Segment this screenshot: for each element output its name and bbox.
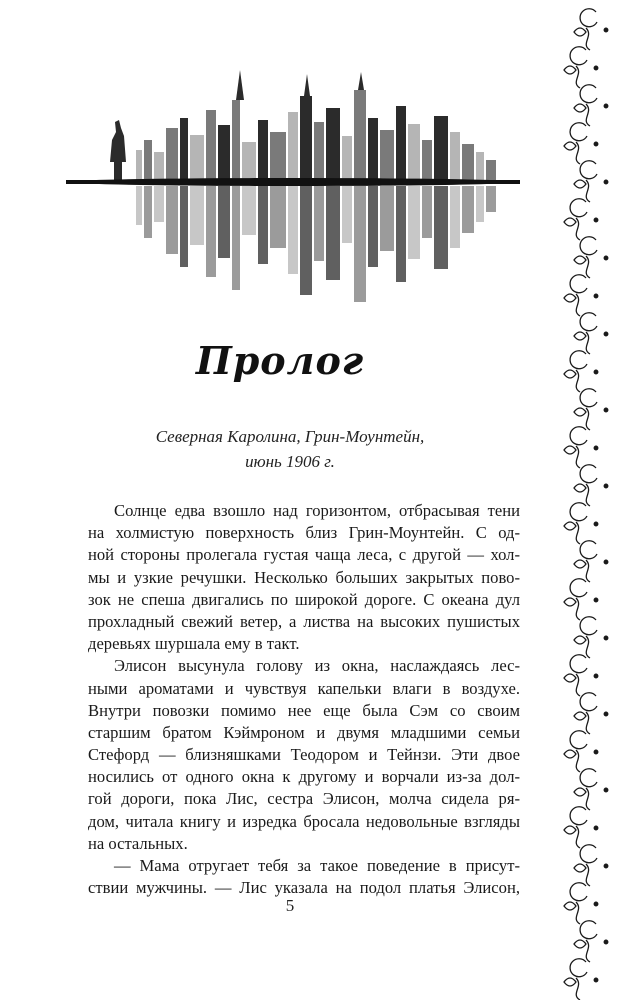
text-line: старшим братом Кэймроном и двумя младшими семьи	[88, 722, 520, 742]
ornament-stem	[576, 522, 580, 544]
ornament-swirl	[580, 617, 597, 635]
skyline-building	[136, 150, 142, 180]
skyline-building	[288, 112, 298, 180]
text-line: прохладный свежий ветер, а листва на высоких пушистых	[88, 611, 520, 631]
skyline-building	[300, 186, 312, 295]
ornament-dot	[604, 636, 608, 640]
ornamental-border	[548, 0, 619, 1000]
ornament-swirl	[580, 313, 597, 331]
ornament-leaf	[574, 788, 586, 796]
ornament-stem	[586, 712, 590, 734]
skyline-building	[232, 186, 240, 290]
statue-silhouette	[110, 120, 126, 180]
ornament-dot	[604, 560, 608, 564]
ornament-leaf	[564, 446, 576, 454]
ornament-swirl	[570, 199, 587, 217]
ornament-stem	[576, 142, 580, 164]
ornament-swirl	[570, 427, 587, 445]
text-line: на остальных.	[88, 833, 188, 853]
ornament-swirl	[570, 731, 587, 749]
ornament-stem	[586, 560, 590, 582]
ornament-swirl	[580, 9, 597, 27]
ornament-stem	[586, 180, 590, 202]
text-line: Элисон высунула голову из окна, наслаждаясь лес-	[114, 656, 520, 676]
text-line: Солнце едва взошло над горизонтом, отбрасывая тени	[114, 501, 520, 520]
text-line: ствии мужчины. — Лис указала на подол платья Элисон,	[88, 878, 520, 898]
skyline-building	[136, 186, 142, 225]
ornament-swirl	[570, 275, 587, 293]
ornament-dot	[604, 28, 608, 32]
ornament-leaf	[574, 104, 586, 112]
skyline-building	[166, 128, 178, 180]
skyline-building	[242, 142, 256, 180]
ornament-stem	[586, 864, 590, 886]
ornament-stem	[586, 408, 590, 430]
ornament-dot	[604, 712, 608, 716]
skyline-building	[434, 186, 448, 269]
ornament-swirl	[580, 541, 597, 559]
text-line: носились от одного окна к другому и ворчали из-за дол-	[88, 767, 520, 787]
ornament-leaf	[574, 256, 586, 264]
ornament-leaf	[574, 28, 586, 36]
ornament-leaf	[574, 712, 586, 720]
skyline-horizon-line	[66, 180, 520, 184]
ornament-stem	[576, 750, 580, 772]
ornament-leaf	[564, 294, 576, 302]
text-line: мы и узкие речушки. Несколько больших закрытых пово-	[88, 567, 520, 587]
skyline-building	[206, 110, 216, 180]
skyline-building	[154, 186, 164, 222]
text-line: гой дороги, пока Лис, сестра Элисон, молча сидела ря-	[88, 789, 520, 809]
skyline-building	[242, 186, 256, 235]
skyline-building	[368, 186, 378, 267]
ornament-dot	[594, 598, 598, 602]
skyline-building	[368, 118, 378, 180]
skyline-building	[486, 160, 496, 180]
ornament-stem	[586, 484, 590, 506]
ornament-dot	[604, 104, 608, 108]
skyline-building	[380, 130, 394, 180]
ornament-swirl	[570, 503, 587, 521]
skyline-building	[314, 122, 324, 180]
text-line: ной стороны пролегала густая чаща леса, с другой — хол-	[88, 545, 520, 565]
skyline-building	[342, 186, 352, 243]
ornament-leaf	[564, 598, 576, 606]
text-line: на холмистую поверхность близ Грин-Моунтейн. С од-	[88, 523, 520, 543]
skyline-building	[144, 140, 152, 180]
text-line: зок не спеша двигались по широкой дороге. С океана дул	[88, 589, 520, 609]
ornament-leaf	[574, 560, 586, 568]
ornament-dot	[604, 256, 608, 260]
ornament-dot	[594, 294, 598, 298]
ornament-swirl	[580, 161, 597, 179]
ornament-stem	[576, 294, 580, 316]
ornament-leaf	[564, 750, 576, 758]
skyline-building	[422, 140, 432, 180]
skyline-building	[434, 116, 448, 180]
skyline-building	[342, 136, 352, 180]
ornament-swirl	[580, 389, 597, 407]
ornament-leaf	[574, 636, 586, 644]
skyline-building	[218, 186, 230, 258]
skyline-building	[180, 186, 188, 267]
ornament-leaf	[564, 978, 576, 986]
ornament-swirl	[570, 47, 587, 65]
ornament-stem	[576, 826, 580, 848]
text-line: дом, читала книгу и изредка бросала недовольные взгляды	[88, 811, 520, 831]
ornament-dot	[594, 978, 598, 982]
skyline-building	[326, 186, 340, 280]
ornament-swirl	[580, 237, 597, 255]
ornament-dot	[604, 940, 608, 944]
ornament-dot	[604, 408, 608, 412]
ornament-swirl	[570, 579, 587, 597]
skyline-building	[314, 186, 324, 261]
page-number: 5	[285, 896, 295, 915]
text-line: — Мама отругает тебя за такое поведение в присут-	[114, 856, 520, 875]
ornament-leaf	[564, 674, 576, 682]
ornament-leaf	[574, 408, 586, 416]
skyline-building	[270, 132, 286, 180]
skyline-building	[476, 186, 484, 222]
ornament-leaf	[574, 180, 586, 188]
skyline-building	[218, 125, 230, 180]
ornament-stem	[586, 940, 590, 962]
ornament-dot	[594, 370, 598, 374]
ornament-swirl	[570, 807, 587, 825]
ornament-leaf	[574, 864, 586, 872]
chapter-title: Пролог	[195, 338, 365, 383]
skyline-spire	[304, 74, 310, 96]
ornament-stem	[576, 598, 580, 620]
skyline-building	[476, 152, 484, 180]
ornament-dot	[594, 66, 598, 70]
ornament-stem	[586, 332, 590, 354]
skyline-building	[450, 132, 460, 180]
ornament-dot	[594, 142, 598, 146]
skyline-building	[206, 186, 216, 277]
ornament-dot	[594, 902, 598, 906]
ornament-leaf	[574, 332, 586, 340]
ornament-stem	[576, 370, 580, 392]
ornament-dot	[604, 788, 608, 792]
skyline-building	[408, 124, 420, 180]
ornament-leaf	[564, 218, 576, 226]
skyline-building	[486, 186, 496, 212]
ornament-stem	[586, 636, 590, 658]
skyline-building	[258, 120, 268, 180]
ornament-leaf	[574, 940, 586, 948]
ornament-swirl	[580, 465, 597, 483]
ornament-swirl	[580, 769, 597, 787]
skyline-building	[232, 100, 240, 180]
skyline-building	[154, 152, 164, 180]
ornament-dot	[594, 750, 598, 754]
chapter-epigraph	[90, 424, 490, 474]
ornament-dot	[594, 674, 598, 678]
city-skyline-illustration	[66, 70, 520, 302]
skyline-building	[450, 186, 460, 248]
ornament-swirl	[570, 655, 587, 673]
ornament-dot	[594, 218, 598, 222]
skyline-building	[288, 186, 298, 274]
ornament-leaf	[564, 142, 576, 150]
ornament-dot	[594, 446, 598, 450]
skyline-building	[380, 186, 394, 251]
ornament-stem	[586, 104, 590, 126]
skyline-spire	[236, 70, 244, 100]
ornament-dot	[604, 484, 608, 488]
ornament-swirl	[580, 921, 597, 939]
skyline-building	[408, 186, 420, 259]
skyline-building	[396, 106, 406, 180]
skyline-spire	[358, 72, 364, 90]
ornament-dot	[604, 332, 608, 336]
epigraph-date: июнь 1906 г.	[245, 452, 335, 471]
ornament-leaf	[574, 484, 586, 492]
ornament-dot	[594, 522, 598, 526]
ornament-swirl	[580, 845, 597, 863]
skyline-building	[422, 186, 432, 238]
ornament-stem	[576, 978, 580, 1000]
ornament-swirl	[580, 85, 597, 103]
ornament-dot	[604, 864, 608, 868]
skyline-building	[354, 186, 366, 302]
ornament-swirl	[580, 693, 597, 711]
skyline-building	[270, 186, 286, 248]
ornament-stem	[576, 674, 580, 696]
ornament-leaf	[564, 522, 576, 530]
epigraph-location: Северная Каролина, Грин-Моунтейн,	[155, 427, 425, 446]
skyline-building	[396, 186, 406, 282]
ornament-swirl	[570, 123, 587, 141]
skyline-building	[190, 135, 204, 180]
ornament-stem	[576, 446, 580, 468]
ornament-stem	[576, 218, 580, 240]
ornament-stem	[576, 66, 580, 88]
text-line: деревьях шуршала ему в такт.	[88, 634, 300, 654]
skyline-building	[190, 186, 204, 245]
text-line: ными ароматами и чувствуя капельки влаги в воздухе.	[88, 678, 520, 698]
text-line: Стефорд — близняшками Теодором и Тейнзи. Эти двое	[88, 745, 520, 765]
skyline-building	[180, 118, 188, 180]
ornament-stem	[586, 256, 590, 278]
skyline-building	[144, 186, 152, 238]
skyline-building	[326, 108, 340, 180]
ornament-stem	[586, 788, 590, 810]
ornament-leaf	[564, 370, 576, 378]
skyline-building	[354, 90, 366, 180]
ornament-leaf	[564, 66, 576, 74]
text-line: Внутри повозки помимо нее еще была Сэм со своим	[88, 700, 520, 720]
skyline-building	[300, 96, 312, 180]
body-text	[88, 500, 520, 899]
skyline-building	[462, 186, 474, 233]
ornament-leaf	[564, 826, 576, 834]
ornament-stem	[586, 28, 590, 50]
skyline-building	[462, 144, 474, 180]
ornament-dot	[594, 826, 598, 830]
skyline-building	[258, 186, 268, 264]
ornament-swirl	[570, 959, 587, 977]
ornament-swirl	[570, 351, 587, 369]
skyline-building	[166, 186, 178, 254]
ornament-dot	[604, 180, 608, 184]
